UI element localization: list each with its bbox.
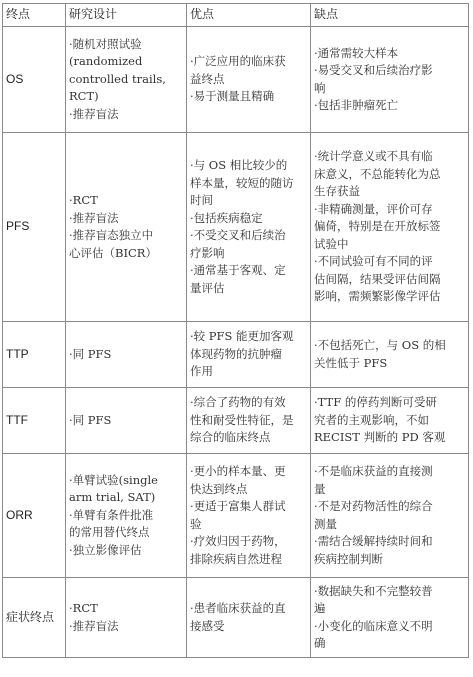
pros-cell (187, 27, 311, 133)
cons-line: ·易受交叉和后续治疗影 (314, 63, 433, 77)
cons-line: 确 (314, 636, 326, 650)
pros-line: 时间 (190, 193, 213, 207)
pros-line: ·易于测量且精确 (190, 89, 275, 104)
design-cell (66, 578, 187, 658)
design-line: ·同 PFS (69, 346, 112, 361)
pros-cell (187, 388, 311, 454)
cons-line: ·不同试验可有不同的评 (314, 254, 433, 269)
cons-line: 遍 (314, 601, 326, 615)
endpoint-table-part-2 (2, 321, 469, 658)
pros-line: ·较 PFS 能更加客观 (190, 329, 294, 344)
pros-line: ·通常基于客观、定 (190, 263, 286, 277)
table-row (3, 27, 469, 133)
cons-line: 偏倚，特别是在开放标签 (314, 219, 441, 234)
design-line: ·推荐盲法 (69, 618, 119, 633)
pros-line: 体现药物的抗肿瘤 (190, 346, 282, 361)
cons-line: 试验中 (314, 236, 349, 251)
design-line: (randomized (69, 54, 143, 69)
design-line: ·随机对照试验 (69, 36, 142, 51)
design-line: ·推荐盲法 (69, 106, 119, 121)
pros-cell (187, 133, 311, 322)
design-line: 心评估（BICR） (69, 245, 157, 260)
pros-line: 量评估 (190, 280, 225, 295)
cons-line: ·需结合缓解持续时间和 (314, 534, 433, 548)
design-line: ·同 PFS (69, 412, 112, 427)
cons-line: ·数据缺失和不完整较普 (314, 583, 433, 598)
cons-line: ·非精确测量，评价可存 (314, 201, 433, 216)
cons-line: ·统计学意义或不具有临 (314, 149, 433, 164)
cons-line: 生存获益 (314, 184, 360, 199)
pros-cell (187, 322, 311, 388)
cons-line: 关性低于 PFS (314, 355, 388, 370)
pros-line: ·不受交叉和后续治 (190, 228, 286, 242)
cons-line: 测量 (314, 516, 337, 531)
pros-line: 排除疾病自然进程 (190, 551, 282, 566)
cons-cell (311, 454, 469, 578)
cons-line: 究者的主观影响，不如 (314, 412, 429, 427)
cons-line: 响 (314, 80, 326, 95)
table-row (3, 388, 469, 454)
design-line: 的常用替代终点 (69, 525, 150, 540)
cons-line: 影响，需频繁影像学评估 (314, 289, 441, 304)
table-row (3, 133, 469, 322)
endpoint-cell: TTP (3, 322, 66, 388)
header-pros: 优点 (187, 4, 311, 27)
table-header-row (3, 4, 469, 27)
endpoint-table-part-1 (2, 3, 469, 322)
endpoint-cell: OS (3, 27, 66, 133)
pros-line: 疗影响 (190, 245, 225, 260)
cons-line: ·通常需较大样本 (314, 45, 399, 60)
pros-line: ·更小的样本量、更 (190, 464, 286, 478)
pros-line: ·广泛应用的临床获 (190, 54, 286, 69)
cons-line: ·不包括死亡，与 OS 的相 (314, 338, 446, 352)
design-cell (66, 133, 187, 322)
design-cell (66, 388, 187, 454)
pros-line: ·疗效归因于药物， (190, 534, 286, 548)
design-line: controlled trails, (69, 71, 166, 86)
cons-cell (311, 388, 469, 454)
design-cell (66, 454, 187, 578)
pros-cell (187, 578, 311, 658)
pros-line: 接感受 (190, 618, 225, 633)
design-line: RCT) (69, 89, 99, 104)
design-cell (66, 322, 187, 388)
pros-line: 作用 (190, 364, 213, 379)
design-cell (66, 27, 187, 133)
cons-line: ·包括非肿瘤死亡 (314, 98, 399, 112)
cons-line: 量 (314, 481, 326, 496)
endpoint-cell: 症状终点 (3, 578, 66, 658)
pros-line: 性和耐受性特征，是 (190, 412, 294, 427)
cons-line: 疾病控制判断 (314, 551, 383, 566)
pros-line: ·与 OS 相比较少的 (190, 158, 288, 172)
table-row (3, 322, 469, 388)
design-line: ·推荐盲态独立中 (69, 228, 154, 242)
cons-line: 床意义，不总能转化为总 (314, 166, 441, 181)
pros-line: ·患者临床获益的直 (190, 601, 286, 615)
design-line: ·单臂有条件批准 (69, 507, 154, 522)
pros-line: ·更适于富集人群试 (190, 499, 286, 513)
header-design: 研究设计 (66, 4, 187, 27)
cons-line: ·TTF 的停药判断可受研 (314, 395, 437, 410)
design-line: ·独立影像评估 (69, 542, 142, 557)
endpoint-cell: ORR (3, 454, 66, 578)
design-line: arm trial, SAT) (69, 490, 156, 505)
header-cons: 缺点 (311, 4, 469, 27)
cons-cell (311, 322, 469, 388)
table-row (3, 578, 469, 658)
header-endpoint: 终点 (3, 4, 66, 27)
pros-line: 益终点 (190, 71, 225, 86)
cons-cell (311, 578, 469, 658)
design-line: ·推荐盲法 (69, 210, 119, 225)
cons-cell (311, 27, 469, 133)
pros-cell (187, 454, 311, 578)
cons-cell (311, 133, 469, 322)
design-line: ·RCT (69, 193, 98, 207)
cons-line: 估间隔，结果受评估间隔 (314, 271, 441, 286)
endpoint-cell: PFS (3, 133, 66, 322)
pros-line: 样本量，较短的随访 (190, 175, 294, 190)
cons-line: ·不是临床获益的直接测 (314, 464, 433, 478)
design-line: ·RCT (69, 601, 98, 615)
endpoint-cell: TTF (3, 388, 66, 454)
pros-line: ·包括疾病稳定 (190, 210, 263, 225)
pros-line: 验 (190, 516, 202, 531)
table-row (3, 454, 469, 578)
pros-line: 快达到终点 (190, 481, 248, 496)
cons-line: ·小变化的临床意义不明 (314, 618, 433, 633)
pros-line: 综合的临床终点 (190, 430, 271, 445)
pros-line: ·综合了药物的有效 (190, 395, 286, 410)
design-line: ·单臂试验(single (69, 472, 158, 487)
cons-line: ·不是对药物活性的综合 (314, 499, 433, 513)
cons-line: RECIST 判断的 PD 客观 (314, 430, 446, 445)
